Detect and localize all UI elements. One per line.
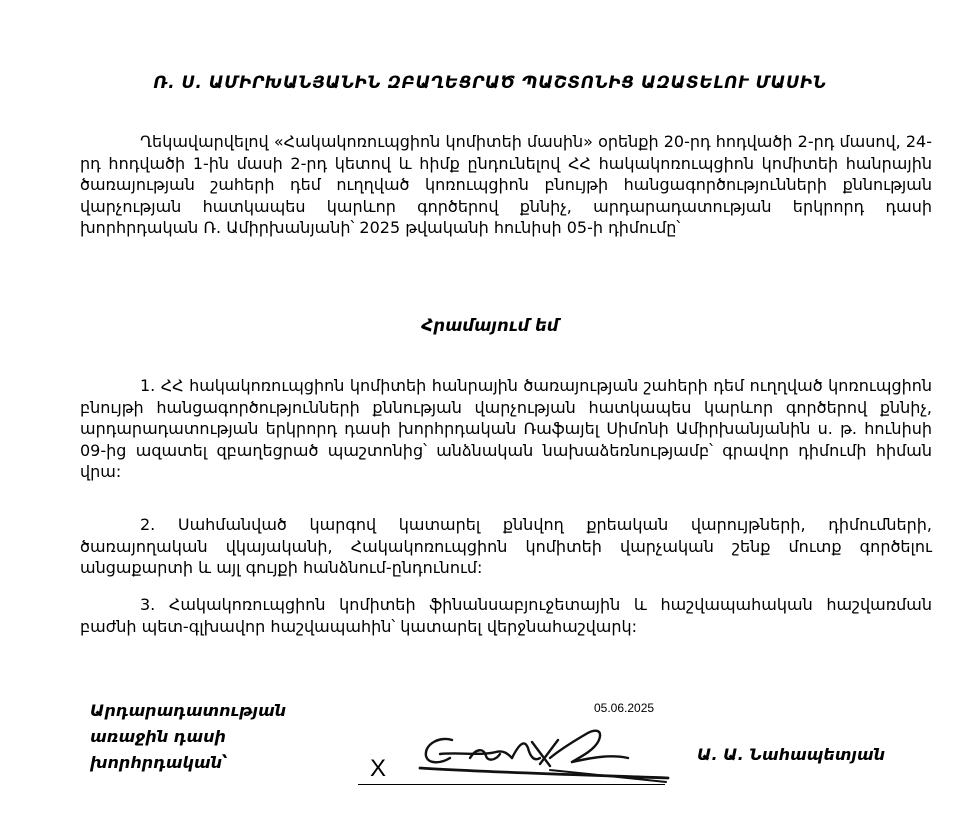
signatory-position: [90, 698, 286, 776]
order-item-2: 2. Սահմանված կարգով կատարել քննվող քրեական վարույթների, դիմումների, ծառայողական վկայականի, Հակակոռուպցիոն կոմիտեի վարչական շենք մուտք գործելու անցաքարտի և այլ գույքի հանձնում-ընդունում:: [80, 515, 932, 578]
order-item-3: 3. Հակակոռուպցիոն կոմիտեի ֆինանսաբյուջետային և հաշվապահական հաշվառման բաժնի պետ-գլխավոր հաշվապահին՝ կատարել վերջնահաշվարկ:: [80, 595, 932, 636]
signature-line: [358, 784, 665, 785]
signature-x-mark: X: [370, 755, 387, 782]
signature-date: 05.06.2025: [594, 701, 655, 715]
document-title: Ռ. Ս. ԱՄԻՐԽԱՆՅԱՆԻՆ ԶԲԱՂԵՑՐԱԾ ՊԱՇՏՈՆԻՑ ԱԶԱՏԵԼՈՒ ՄԱՍԻՆ: [153, 73, 827, 92]
signatory-position-line-3: խորհրդական՝: [90, 753, 228, 772]
order-item-1: 1. ՀՀ հակակոռուպցիոն կոմիտեի հանրային ծառայության շահերի դեմ ուղղված կոռուպցիոն բնույթի հանցագործությունների քննության վարչության հատկապես կարևոր գործերով քննիչ, արդարադատության երկրորդ դասի խորհրդական Ռաֆայել Սիմոնի Ամիրխանյանին ս. թ. հունիսի 09-ից ազատել զբաղեցրած պաշտոնից՝ անձնական նախաձեռնությամբ՝ գրավոր դիմումի հիման վրա:: [80, 376, 932, 482]
signatory-position-line-1: Արդարադատության: [90, 701, 287, 720]
preamble-paragraph: Ղեկավարվելով «Հակակոռուպցիոն կոմիտեի մասին» օրենքի 20-րդ հոդվածի 2-րդ մասով, 24-րդ հոդվածի 1-ին մասի 2-րդ կետով և հիմք ընդունելով ՀՀ հակակոռուպցիոն կոմիտեի հանրային ծառայության շահերի դեմ ուղղված կոռուպցիոն բնույթի հանցագործությունների քննության վարչության հատկապես կարևոր գործերով քննիչ, արդարադատության երկրորդ դասի խորհրդական Ռ. Ամիրխանյանի՝ 2025 թվականի հունիսի 05-ի դիմումը՝: [80, 132, 932, 238]
order-heading: Հրամայում եմ: [421, 316, 559, 335]
handwritten-signature: [400, 718, 680, 788]
signatory-position-line-2: առաջին դասի: [90, 727, 226, 746]
signatory-name: Ա. Ա. Նահապետյան: [697, 745, 886, 764]
